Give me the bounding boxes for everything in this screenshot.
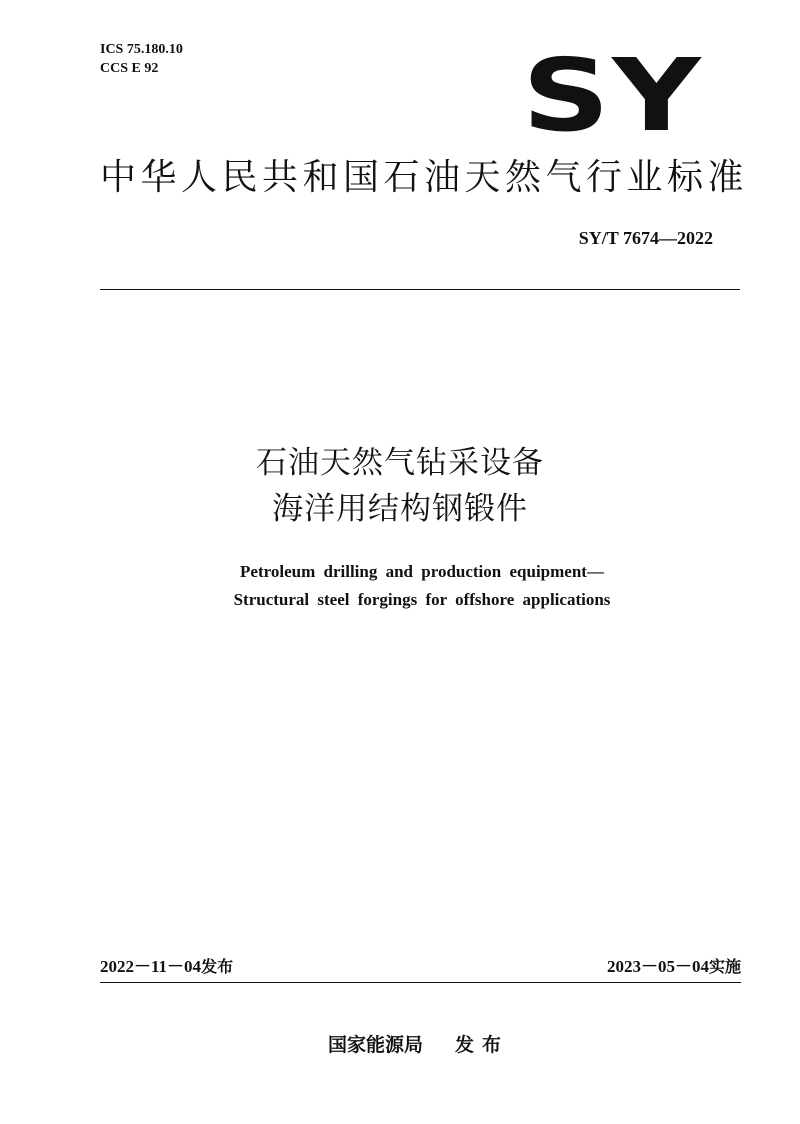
chinese-title-line-1: 石油天然气钻采设备 [256, 445, 544, 481]
classification-codes [100, 40, 183, 78]
publisher-line [328, 1031, 509, 1059]
ccs-code: CCS E 92 [100, 61, 159, 76]
top-divider [100, 289, 740, 290]
english-title [0, 558, 800, 614]
english-title-line-1: Petroleum drilling and production equipment— [240, 562, 604, 581]
issue-date-block [100, 955, 233, 979]
issue-label: 发布 [201, 957, 234, 976]
implementation-label: 实施 [708, 957, 741, 976]
ics-code: ICS 75.180.10 [100, 42, 183, 57]
chinese-title [0, 440, 800, 532]
implementation-date: 2023－05－04 [606, 957, 709, 976]
industry-standard-title: 中华人民共和国石油天然气行业标准 [100, 157, 749, 198]
sy-logo: SY [522, 37, 704, 154]
bottom-divider [100, 982, 741, 983]
publisher-action: 发布 [455, 1034, 510, 1056]
publisher-name: 国家能源局 [328, 1034, 424, 1056]
implementation-date-block [607, 955, 741, 979]
issue-date: 2022－11－04 [100, 957, 202, 976]
chinese-title-line-2: 海洋用结构钢锻件 [272, 491, 528, 527]
standard-number: SY/T 7674—2022 [578, 228, 713, 248]
english-title-line-2: Structural steel forgings for offshore applications [233, 590, 611, 609]
